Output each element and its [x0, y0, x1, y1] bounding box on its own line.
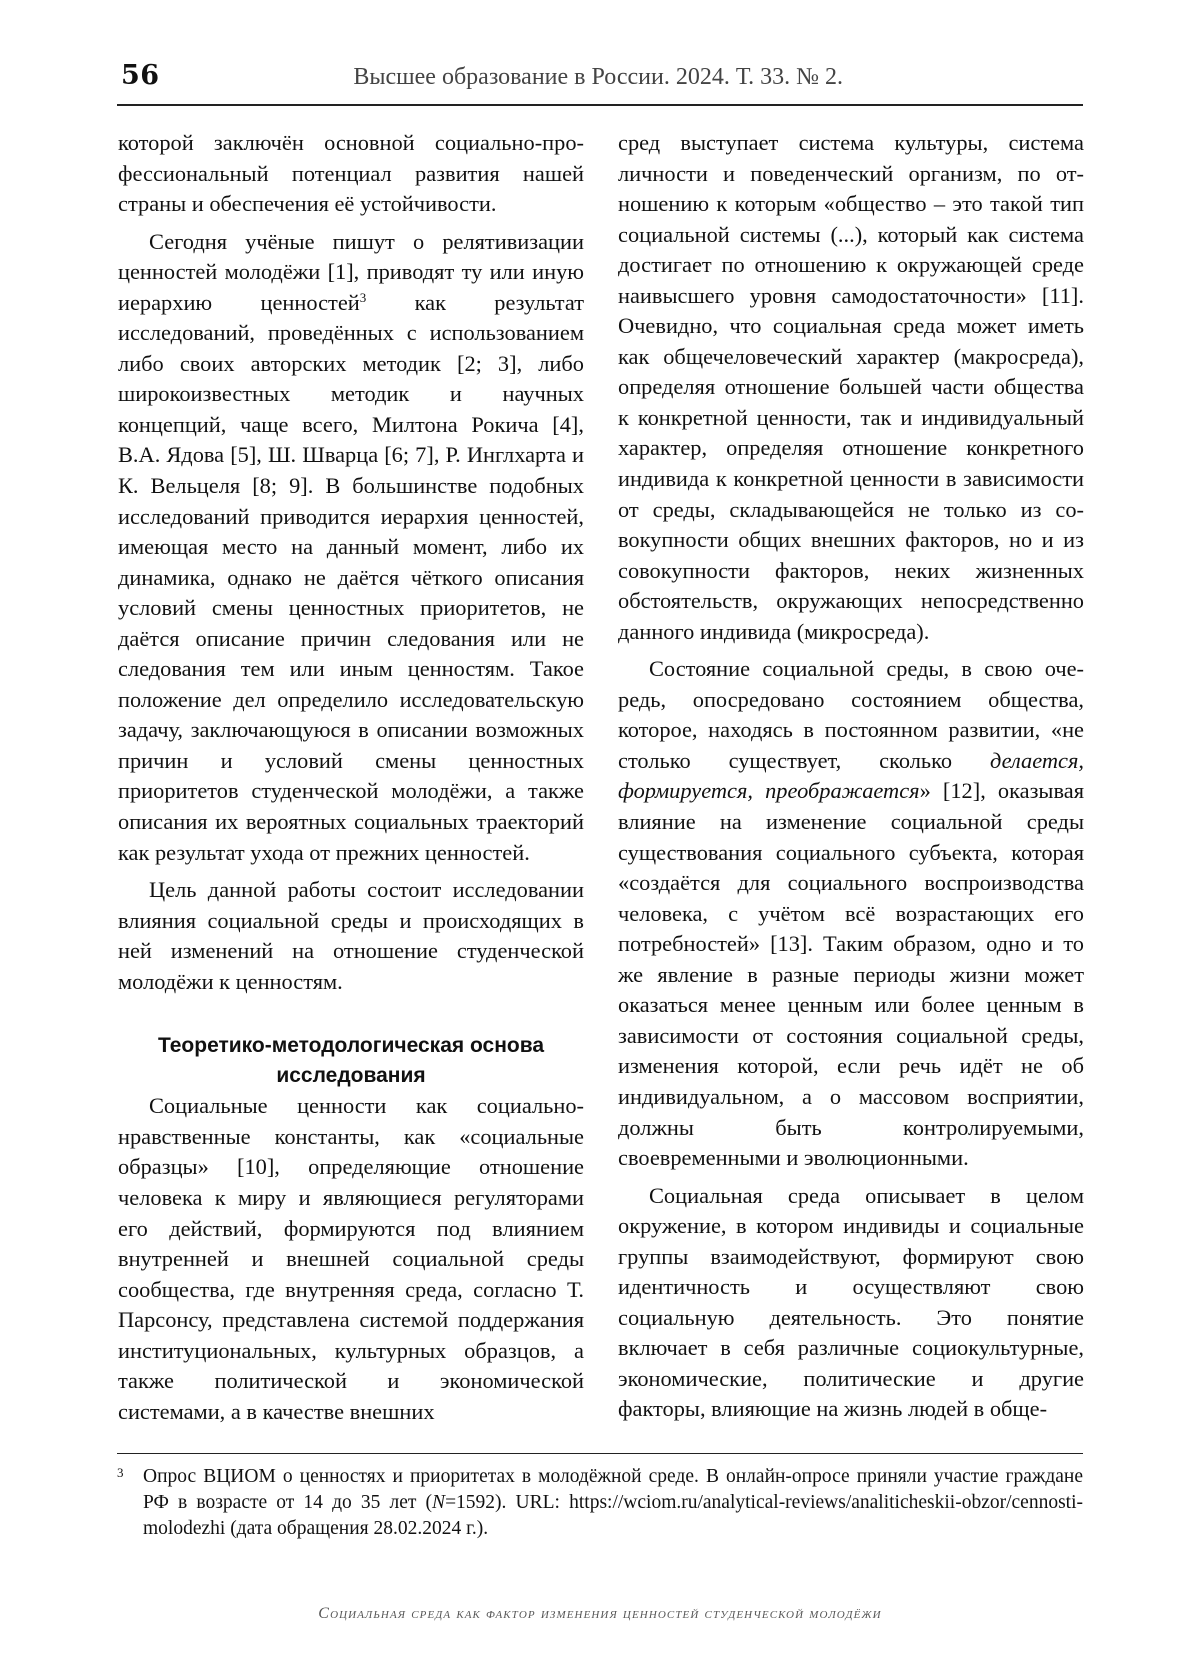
italic-quote: делается, формируется, преображается [618, 747, 1084, 804]
paragraph: Социальные ценности как социально-нравственные константы, как «социальные образцы» [10], определяющие отношение человека к миру и являющиеся регуляторами его действий, формируются под влиянием внутренней и внешней социальной среды сообщества, где внутренняя среда, согласно Т. Парсонсу, представлена системой поддержания институциональных, культурных образцов, а также политической и экономической системами, а в качестве внешних [118, 1093, 584, 1424]
paragraph [618, 654, 1084, 1173]
paragraph-text: как результат исследований, проведённых с использованием либо своих авторских методик [2; 3], либо широкоизвестных методик и научных концепций, чаще всего, Милтона Рокича [4], В.А. Ядова [5], Ш. Шварца [6; 7], Р. Инглхарта и К. Вельцеля [8; 9]. В большинстве подобных исследований приводится иерархия ценностей, имеющая место на данный момент, либо их динамика, однако не даётся чёткого описания условий смены ценностных приоритетов, не даётся описание причин следования или не следования тем или иным ценностям. Такое положение дел определило исследовательскую задачу, заключающуюся в описании возможных причин и условий смены ценностных приоритетов студенческой молодёжи, а также описания их вероятных социальных траекторий как результат ухода от прежних ценностей. [118, 289, 584, 865]
page-header [117, 60, 1083, 106]
footnotes [117, 1453, 1083, 1542]
left-column [118, 128, 584, 1427]
footnote-text: Опрос ВЦИОМ о ценностях и приоритетах в молодёжной среде. В онлайн-опросе приняли участие граждане РФ в возрасте от 14 до 35 лет ( [143, 1466, 1083, 1513]
paragraph-text: Состояние социальной среды, в свою очередь, опосредовано состоянием общества, которое, находясь в постоянном развитии, «не столько существует, сколько [618, 656, 1084, 773]
paragraph: которой заключён основной социально-профессиональный потенциал развития нашей страны и обеспечения её устойчивости. [118, 130, 584, 217]
running-footer: Социальная среда как фактор изменения ценностей студенческой молодёжи [318, 1605, 882, 1622]
paragraph-text: Сегодня учёные пишут о релятивизации ценностей молодёжи [1], приводят ту или иную иерархию ценностей [118, 228, 584, 315]
paragraph: сред выступает система культуры, система личности и поведенческий организм, по отношению к которым «общество – это такой тип социальной системы (...), который как система достигает по отношению к окружающей среде наивысшего уровня самодостаточности» [11]. Очевидно, что социальная среда может иметь как общечеловеческий характер (макросреда), определяя отношение большей части общества к конкретной ценности, так и индивидуальный характер, определяя отношение конкретного индивида к конкретной ценности в зависимости от среды, складывающейся не только из совокупности общих внешних факторов, но и из совокупности факторов, неких жизненных обстоятельств, окружающих непосредственно данного индивида (микросреда). [618, 130, 1084, 644]
paragraph: Социальная среда описывает в целом окружение, в котором индивиды и социальные группы взаимодействуют, формируют свою идентичность и осуществляют свою социальную деятельность. Это понятие включает в себя различные социокультурные, экономические, политические и другие факторы, влияющие на жизнь людей в обще- [618, 1182, 1084, 1422]
section-heading: Теоретико-методологическая основа исследования [157, 1034, 545, 1088]
footnote-text: =1592). URL: https://wciom.ru/analytical-reviews/analiticheskii-obzor/cennosti-molodezhi (дата обращения 28.02.2024 г.). [143, 1492, 1083, 1539]
paragraph-text: » [12], оказывая влияние на изменение социальной среды существования социального субъекта, которая «создаётся для социального воспроизводства человека, с учётом всё возрастающих его потребностей» [13]. Таким образом, одно и то же явление в разные периоды жизни может оказаться менее ценным или более ценным в зависимости от состояния социальной среды, изменения которой, если речь идёт не об индивидуальном, а о массовом восприятии, должны быть контролируемыми, своевременными и эволюционными. [618, 778, 1084, 1171]
page-number: 56 [121, 60, 160, 91]
footnote [117, 1464, 1083, 1542]
journal-title: Высшее образование в России. 2024. Т. 33. № 2. [353, 64, 843, 90]
footnote-reference[interactable]: 3 [359, 289, 367, 305]
paragraph [118, 227, 584, 868]
right-column [618, 128, 1084, 1425]
footnote-italic: N [432, 1492, 446, 1513]
footnote-mark: 3 [117, 1465, 124, 1480]
paragraph: Цель данной работы состоит исследовании влияния социальной среды и происходящих в ней изменений на отношение студенческой молодёжи к ценностям. [118, 877, 584, 994]
